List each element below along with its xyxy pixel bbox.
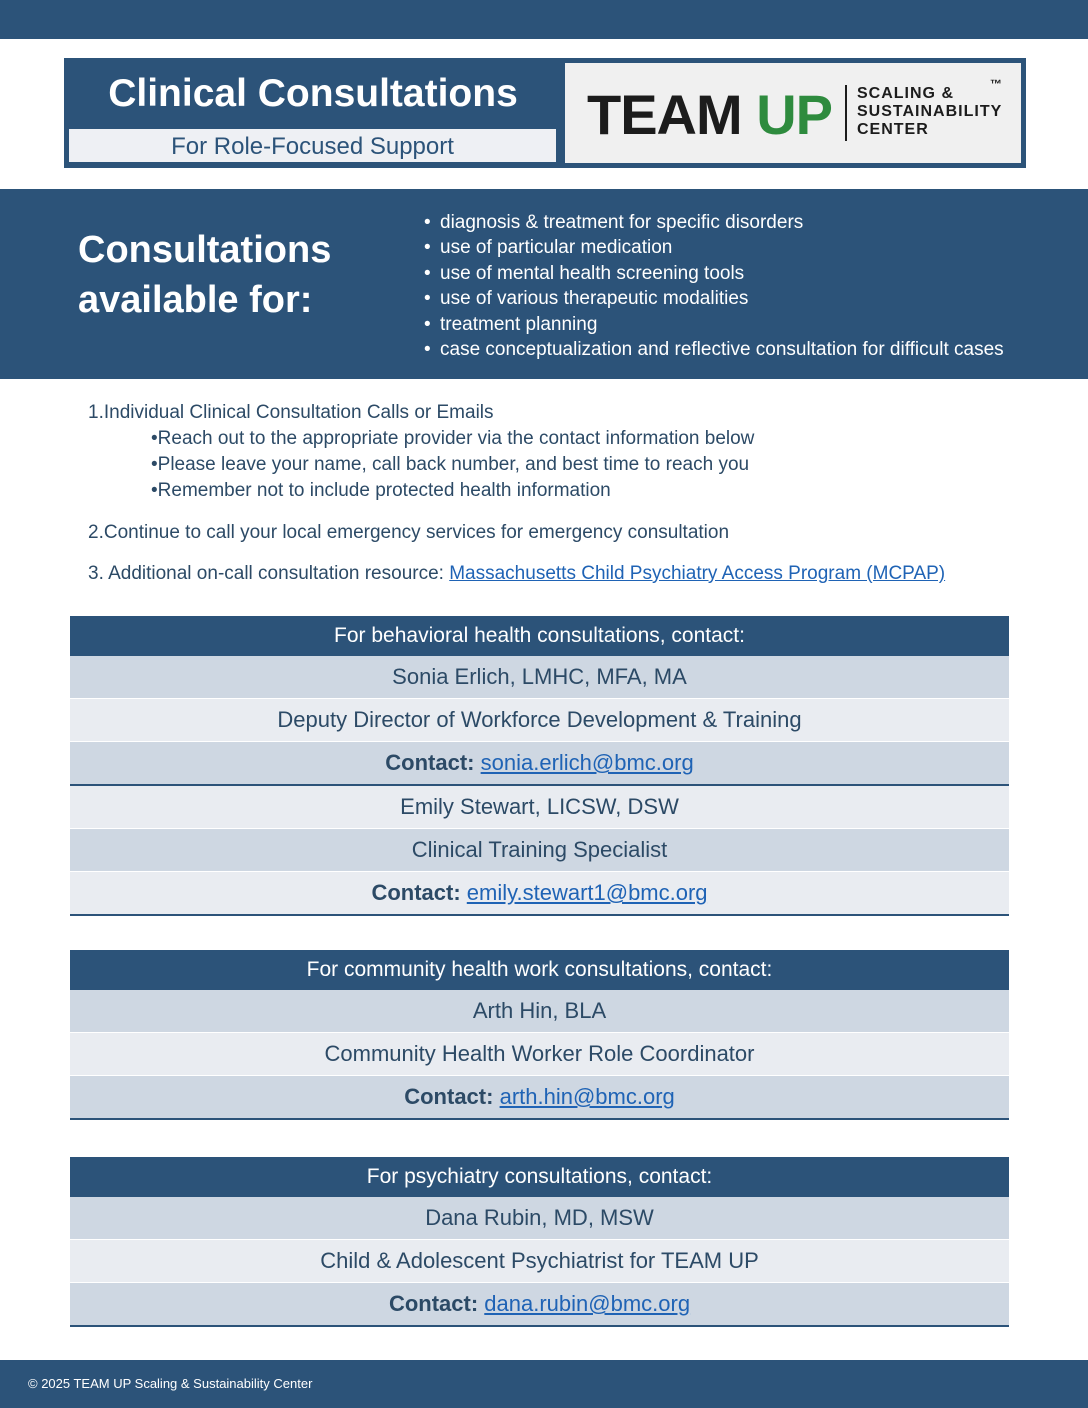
step-1-bullets	[151, 426, 945, 504]
list-item: •Reach out to the appropriate provider via the contact information below	[151, 428, 755, 449]
step-1: 1.Individual Clinical Consultation Calls or Emails	[88, 402, 494, 423]
contact-label: Contact	[388, 1291, 471, 1316]
table-header: For community health work consultations, contact:	[70, 950, 1009, 990]
contact-name: Arth Hin, BLA	[70, 990, 1009, 1033]
contact-name: Dana Rubin, MD, MSW	[70, 1197, 1009, 1240]
band-heading-line: available for:	[78, 279, 313, 321]
logo-word-up: UP	[756, 83, 833, 146]
step-3	[88, 561, 945, 587]
contact-label: Contact	[404, 1084, 487, 1109]
logo-subtitle	[857, 85, 1002, 139]
behavioral-health-table	[70, 616, 1009, 916]
page-subtitle: For Role-Focused Support	[69, 129, 556, 162]
logo-line: SCALING &	[857, 85, 954, 102]
logo-wordmark	[587, 85, 832, 145]
instructions	[88, 400, 945, 587]
band-heading	[78, 225, 331, 325]
list-item: • treatment planning	[424, 312, 1004, 337]
list-item: • diagnosis & treatment for specific disorders	[424, 210, 1004, 235]
page-title: Clinical Consultations	[108, 72, 518, 115]
email-link[interactable]: sonia.erlich@bmc.org	[480, 750, 694, 775]
list-item: • use of various therapeutic modalities	[424, 286, 1004, 311]
contact-row: Contact: emily.stewart1@bmc.org	[70, 872, 1009, 916]
mcpap-link[interactable]: Massachusetts Child Psychiatry Access Program (MCPAP)	[449, 563, 946, 584]
email-link[interactable]: emily.stewart1@bmc.org	[466, 880, 708, 905]
contact-row: Contact: arth.hin@bmc.org	[70, 1076, 1009, 1120]
community-health-table	[70, 950, 1009, 1120]
top-bar	[0, 0, 1088, 39]
consultation-topics-list	[424, 210, 1004, 362]
logo-word-team: TEAM	[587, 83, 757, 146]
contact-title: Child & Adolescent Psychiatrist for TEAM UP	[70, 1240, 1009, 1283]
contact-title: Deputy Director of Workforce Development & Training	[70, 699, 1009, 742]
step-3-text: 3. Additional on-call consultation resource:	[88, 563, 450, 584]
table-header: For psychiatry consultations, contact:	[70, 1157, 1009, 1197]
table-header: For behavioral health consultations, contact:	[70, 616, 1009, 656]
email-link[interactable]: arth.hin@bmc.org	[499, 1084, 675, 1109]
team-up-logo	[565, 63, 1021, 163]
contact-title: Clinical Training Specialist	[70, 829, 1009, 872]
psychiatry-table	[70, 1157, 1009, 1327]
footer	[0, 1360, 1088, 1408]
trademark-symbol: ™	[990, 77, 1002, 91]
logo-line: CENTER	[857, 121, 929, 138]
logo-divider	[845, 85, 847, 141]
list-item: • use of particular medication	[424, 235, 1004, 260]
list-item: • case conceptualization and reflective consultation for difficult cases	[424, 337, 1004, 362]
copyright-text: © 2025 TEAM UP Scaling & Sustainability Center	[28, 1376, 313, 1391]
contact-name: Emily Stewart, LICSW, DSW	[70, 786, 1009, 829]
contact-title: Community Health Worker Role Coordinator	[70, 1033, 1009, 1076]
list-item: •Remember not to include protected health information	[151, 480, 611, 501]
list-item: •Please leave your name, call back number, and best time to reach you	[151, 454, 750, 475]
contact-row: Contact: dana.rubin@bmc.org	[70, 1283, 1009, 1327]
logo-line: SUSTAINABILITY	[857, 103, 1003, 120]
contact-label: Contact	[385, 750, 468, 775]
contact-label: Contact	[371, 880, 454, 905]
list-item: • use of mental health screening tools	[424, 261, 1004, 286]
band-heading-line: Consultations	[78, 229, 332, 271]
step-2: 2.Continue to call your local emergency services for emergency consultation	[88, 522, 730, 543]
contact-name: Sonia Erlich, LMHC, MFA, MA	[70, 656, 1009, 699]
contact-row: Contact: sonia.erlich@bmc.org	[70, 742, 1009, 786]
email-link[interactable]: dana.rubin@bmc.org	[484, 1291, 691, 1316]
